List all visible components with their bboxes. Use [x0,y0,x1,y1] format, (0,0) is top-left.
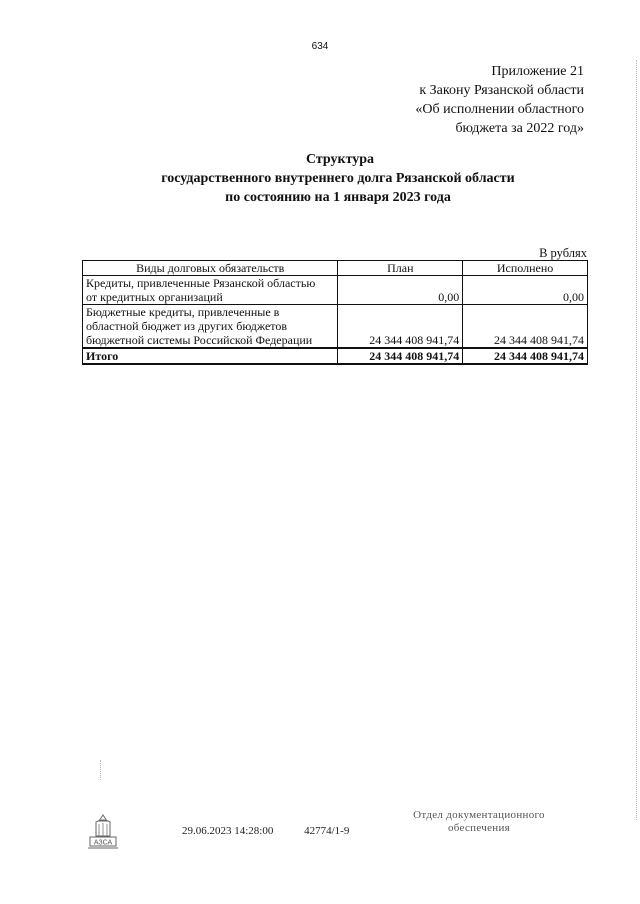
row-2-name-line-3: бюджетной системы Российской Федерации [86,333,313,347]
department-line-1: Отдел документационного [413,809,545,821]
stamp-datetime: 29.06.2023 14:28:00 [182,825,274,837]
page-number: 634 [311,41,329,52]
header-plan: План [338,261,463,276]
appendix-line-1: Приложение 21 [491,64,584,79]
appendix-header [415,62,584,138]
unit-note: В рублях [539,246,587,260]
header-debt-type: Виды долговых обязательств [83,261,338,276]
row-2-executed: 24 344 408 941,74 [463,305,588,349]
row-1-executed: 0,00 [463,276,588,305]
total-label: Итого [83,348,338,364]
row-1-name [83,276,338,305]
table-total-row [83,348,588,364]
scan-artifact [100,760,102,780]
table-row [83,276,588,305]
organization-logo-icon [84,812,122,854]
department-stamp [404,809,554,835]
table-row [83,305,588,349]
appendix-line-4: бюджета за 2022 год» [455,121,584,136]
table-header-row [83,261,588,276]
row-2-plan: 24 344 408 941,74 [338,305,463,349]
header-executed: Исполнено [463,261,588,276]
row-1-plan: 0,00 [338,276,463,305]
row-1-name-line-2: от кредитных организаций [86,290,223,304]
document-title [0,150,640,207]
row-2-name-line-2: областной бюджет из других бюджетов [86,319,288,333]
title-line-1: Структура [305,152,375,167]
department-line-2: обеспечения [447,822,511,834]
row-2-name [83,305,338,349]
total-plan: 24 344 408 941,74 [338,348,463,364]
footer-stamp [182,825,377,837]
total-executed: 24 344 408 941,74 [463,348,588,364]
title-line-2: государственного внутреннего долга Рязанской области [161,171,515,186]
row-2-name-line-1: Бюджетные кредиты, привлеченные в [86,305,280,319]
scan-margin-artifact [634,60,637,820]
appendix-line-2: к Закону Рязанской области [419,83,584,98]
svg-text:АЗСА: АЗСА [93,839,113,847]
appendix-line-3: «Об исполнении областного [415,102,584,117]
debt-structure-table [82,260,588,365]
title-line-3: по состоянию на 1 января 2023 года [225,190,451,205]
stamp-doc-number: 42774/1-9 [304,825,350,837]
row-1-name-line-1: Кредиты, привлеченные Рязанской областью [86,276,316,290]
